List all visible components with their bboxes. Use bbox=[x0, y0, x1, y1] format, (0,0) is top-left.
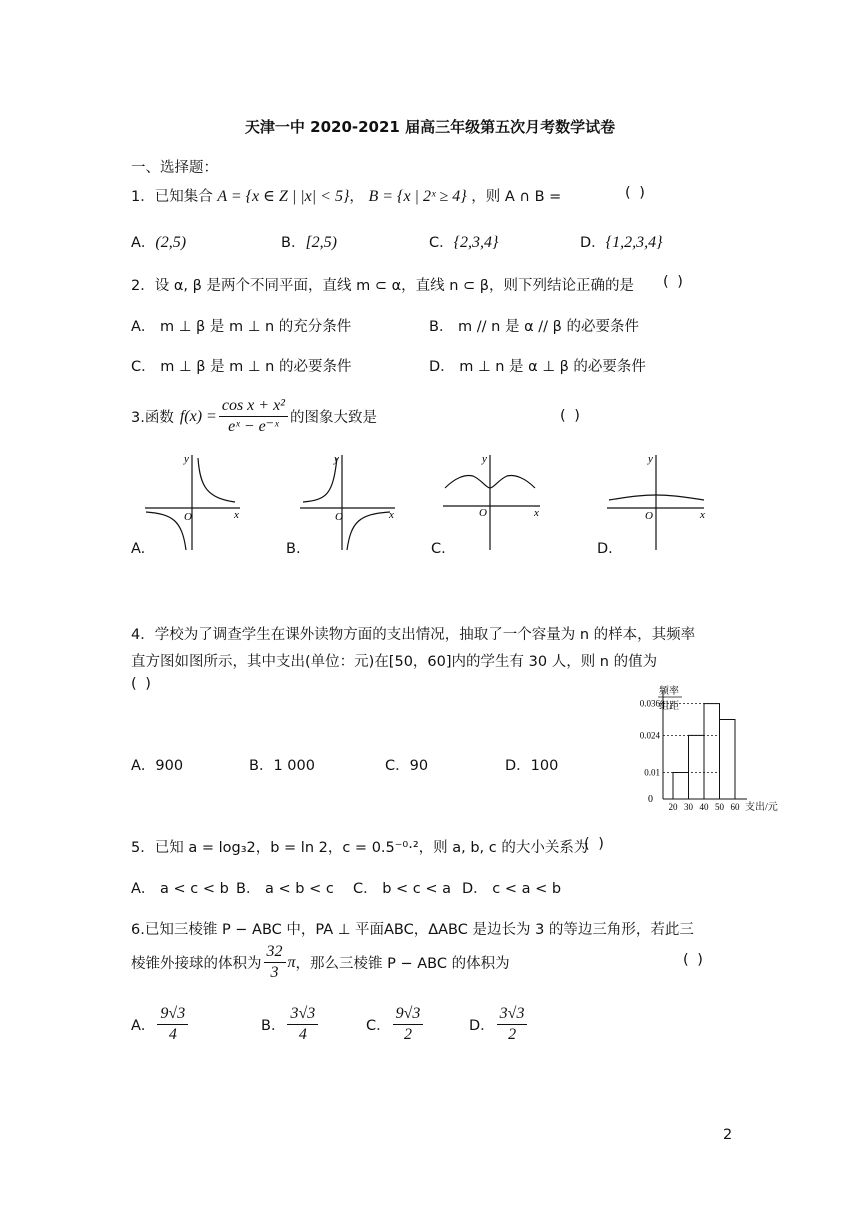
q3-graph-a-origin: O bbox=[184, 511, 192, 523]
q1-option-c-label: C． bbox=[429, 235, 454, 251]
q6-option-a-den: 4 bbox=[168, 1026, 177, 1043]
q3-fraction-numerator: cos x + x² bbox=[219, 396, 288, 417]
frequency-histogram bbox=[612, 684, 792, 816]
q6-option-b-num: 3√3 bbox=[287, 1004, 318, 1025]
question-6-line-1: 6.已知三棱锥 P − ABC 中，PA ⊥ 平面ABC，ΔABC 是边长为 3 的等边三角形，若此三 bbox=[131, 922, 694, 938]
q4-option-c[interactable]: C．90 bbox=[385, 758, 429, 774]
q6-option-d-num: 3√3 bbox=[497, 1004, 528, 1025]
question-5: 5．已知 a = log₃2，b = ln 2，c = 0.5⁻⁰·²，则 a, b, c 的大小关系为 bbox=[131, 840, 589, 856]
q6-line-2a: 棱锥外接球的体积为 bbox=[131, 956, 262, 972]
histogram-xlabel: 支出/元 bbox=[745, 802, 778, 813]
q6-option-c-num: 9√3 bbox=[393, 1004, 424, 1025]
q3-graph-a-curve-left bbox=[146, 512, 186, 550]
histogram-x-tick: 20 bbox=[668, 802, 678, 812]
q3-graph-b[interactable] bbox=[295, 450, 405, 555]
q6-option-c-den: 2 bbox=[404, 1026, 413, 1043]
q6-answer-paren: ( ) bbox=[683, 952, 705, 968]
question-3 bbox=[131, 396, 377, 437]
question-6-line-2 bbox=[131, 942, 510, 983]
histogram-x-tick: 60 bbox=[730, 802, 740, 812]
q4-option-b[interactable]: B．1 000 bbox=[249, 758, 315, 774]
q6-option-d-label: D． bbox=[469, 1018, 495, 1034]
q1-option-a[interactable] bbox=[131, 231, 186, 252]
histogram-x-tick: 40 bbox=[699, 802, 709, 812]
question-4-line-2: 直方图如图所示，其中支出(单位：元)在[50，60]内的学生有 30 人，则 n 的值为 bbox=[131, 654, 658, 670]
histogram-bar bbox=[673, 773, 689, 800]
q6-option-c-label: C． bbox=[366, 1018, 391, 1034]
q4-answer-paren: ( ) bbox=[131, 676, 153, 692]
q6-volume-pi: π bbox=[287, 953, 296, 971]
q3-graph-a-label: A. bbox=[131, 541, 146, 557]
q6-volume-fraction bbox=[264, 942, 286, 983]
q3-fraction bbox=[219, 396, 288, 437]
q6-option-d-den: 2 bbox=[508, 1026, 517, 1043]
page-title: 天津一中 2020-2021 届高三年级第五次月考数学试卷 bbox=[244, 118, 616, 136]
q3-stem: 3.函数 bbox=[131, 410, 174, 426]
q3-graph-b-curve-left bbox=[303, 458, 337, 502]
q1-option-b-value: [2,5) bbox=[305, 234, 338, 251]
q5-option-a[interactable]: A． a < c < b bbox=[131, 881, 229, 897]
q2-option-d[interactable]: D． m ⊥ n 是 α ⊥ β 的必要条件 bbox=[429, 359, 646, 375]
q5-answer-paren: ( ) bbox=[584, 836, 606, 852]
q6-option-a-fraction bbox=[157, 1004, 188, 1045]
q1-set-b: B = {x | 2ˣ ≥ 4} bbox=[368, 188, 467, 205]
q6-volume-denominator: 3 bbox=[270, 964, 279, 981]
q1-option-d[interactable] bbox=[580, 231, 662, 252]
question-1: 1．已知集合 A = {x ∈ Z | |x| < 5}， B = {x | 2ˣ ≥ 4} ，则 A ∩ B = bbox=[131, 188, 562, 205]
q3-graph-c[interactable] bbox=[440, 450, 550, 555]
q6-option-a[interactable] bbox=[131, 1004, 190, 1045]
q1-option-a-label: A． bbox=[131, 235, 156, 251]
q6-option-d[interactable] bbox=[469, 1004, 529, 1045]
q1-option-d-value: {1,2,3,4} bbox=[605, 234, 663, 251]
q3-graph-b-y-label: y bbox=[334, 453, 339, 465]
histogram-bar bbox=[720, 720, 736, 800]
q2-option-a[interactable]: A． m ⊥ β 是 m ⊥ n 的充分条件 bbox=[131, 319, 352, 335]
question-2: 2．设 α, β 是两个不同平面，直线 m ⊂ α，直线 n ⊂ β，则下列结论正确的是 bbox=[131, 278, 635, 294]
histogram-x-tick: 50 bbox=[715, 802, 724, 812]
question-4-line-1: 4．学校为了调查学生在课外读物方面的支出情况，抽取了一个容量为 n 的样本，其频率 bbox=[131, 627, 696, 643]
q2-answer-paren: ( ) bbox=[663, 274, 685, 290]
q3-f-left: f(x) = bbox=[179, 407, 217, 425]
q4-option-d[interactable]: D．100 bbox=[505, 758, 559, 774]
q4-option-a[interactable]: A．900 bbox=[131, 758, 184, 774]
histogram-ylabel-top: 频率 bbox=[659, 686, 679, 697]
histogram-origin: 0 bbox=[648, 794, 653, 805]
q3-graph-c-label: C. bbox=[431, 541, 446, 557]
q6-option-b-label: B． bbox=[261, 1018, 286, 1034]
q1-option-b[interactable] bbox=[281, 231, 337, 252]
q3-graph-c-x-label: x bbox=[534, 507, 539, 519]
q6-option-a-num: 9√3 bbox=[157, 1004, 188, 1025]
q1-option-a-value: (2,5) bbox=[155, 234, 187, 251]
q5-option-b[interactable]: B． a < b < c bbox=[236, 881, 334, 897]
histogram-x-tick: 30 bbox=[684, 802, 693, 812]
q3-graph-b-curve-right bbox=[347, 512, 390, 550]
q3-graph-b-origin: O bbox=[335, 511, 343, 523]
q6-option-b-den: 4 bbox=[298, 1026, 307, 1043]
q2-option-c[interactable]: C． m ⊥ β 是 m ⊥ n 的必要条件 bbox=[131, 359, 352, 375]
q6-volume-numerator: 32 bbox=[264, 942, 286, 963]
q3-fraction-denominator: eˣ − e⁻ˣ bbox=[228, 418, 279, 435]
q3-graph-d-label: D. bbox=[597, 541, 613, 557]
q1-ask: ，则 A ∩ B = bbox=[471, 189, 562, 205]
q3-graph-a-curve-right bbox=[198, 458, 235, 502]
page-number: 2 bbox=[723, 1127, 733, 1143]
q6-option-c[interactable] bbox=[366, 1004, 425, 1045]
histogram-y-tick: 0.01 bbox=[644, 767, 660, 778]
q3-graph-a[interactable] bbox=[140, 450, 250, 555]
q3-graph-a-x-label: x bbox=[234, 509, 239, 521]
q3-graph-c-y-label: y bbox=[482, 453, 487, 465]
q3-graph-b-label: B. bbox=[286, 541, 301, 557]
q3-answer-paren: ( ) bbox=[560, 408, 582, 424]
q1-option-c[interactable] bbox=[429, 231, 498, 252]
q6-option-b[interactable] bbox=[261, 1004, 320, 1045]
q6-option-b-fraction bbox=[287, 1004, 318, 1045]
q6-option-c-fraction bbox=[393, 1004, 424, 1045]
q3-graph-a-y-label: y bbox=[184, 453, 189, 465]
q1-option-d-label: D． bbox=[580, 235, 606, 251]
q3-ask: 的图象大致是 bbox=[289, 410, 377, 426]
q1-option-c-value: {2,3,4} bbox=[453, 234, 499, 251]
q1-answer-paren: ( ) bbox=[625, 185, 647, 201]
q3-graph-b-x-label: x bbox=[389, 509, 394, 521]
q1-stem: 1．已知集合 bbox=[131, 189, 213, 205]
histogram-y-tick: 0.036 bbox=[639, 698, 660, 709]
q5-option-c[interactable]: C． b < c < a bbox=[353, 881, 452, 897]
histogram-y-tick: 0.024 bbox=[639, 730, 660, 741]
histogram-bar bbox=[689, 735, 705, 799]
section-heading: 一、选择题： bbox=[131, 160, 218, 176]
q2-option-b[interactable]: B． m // n 是 α // β 的必要条件 bbox=[429, 319, 639, 335]
q5-option-d[interactable]: D． c < a < b bbox=[462, 881, 562, 897]
q3-graph-d-x-label: x bbox=[700, 509, 705, 521]
q3-graph-d[interactable] bbox=[604, 450, 716, 555]
histogram-bar bbox=[704, 704, 720, 799]
q6-line-2b: ，那么三棱锥 P − ABC 的体积为 bbox=[295, 956, 510, 972]
histogram-ylabel-bottom: 组距 bbox=[659, 701, 679, 712]
q1-set-a: A = {x ∈ Z | |x| < 5} bbox=[217, 188, 350, 205]
q6-option-a-label: A． bbox=[131, 1018, 156, 1034]
q3-graph-d-origin: O bbox=[645, 510, 653, 522]
q3-graph-c-origin: O bbox=[479, 507, 487, 519]
q3-graph-d-y-label: y bbox=[648, 453, 653, 465]
q1-option-b-label: B． bbox=[281, 235, 306, 251]
q6-option-d-fraction bbox=[497, 1004, 528, 1045]
